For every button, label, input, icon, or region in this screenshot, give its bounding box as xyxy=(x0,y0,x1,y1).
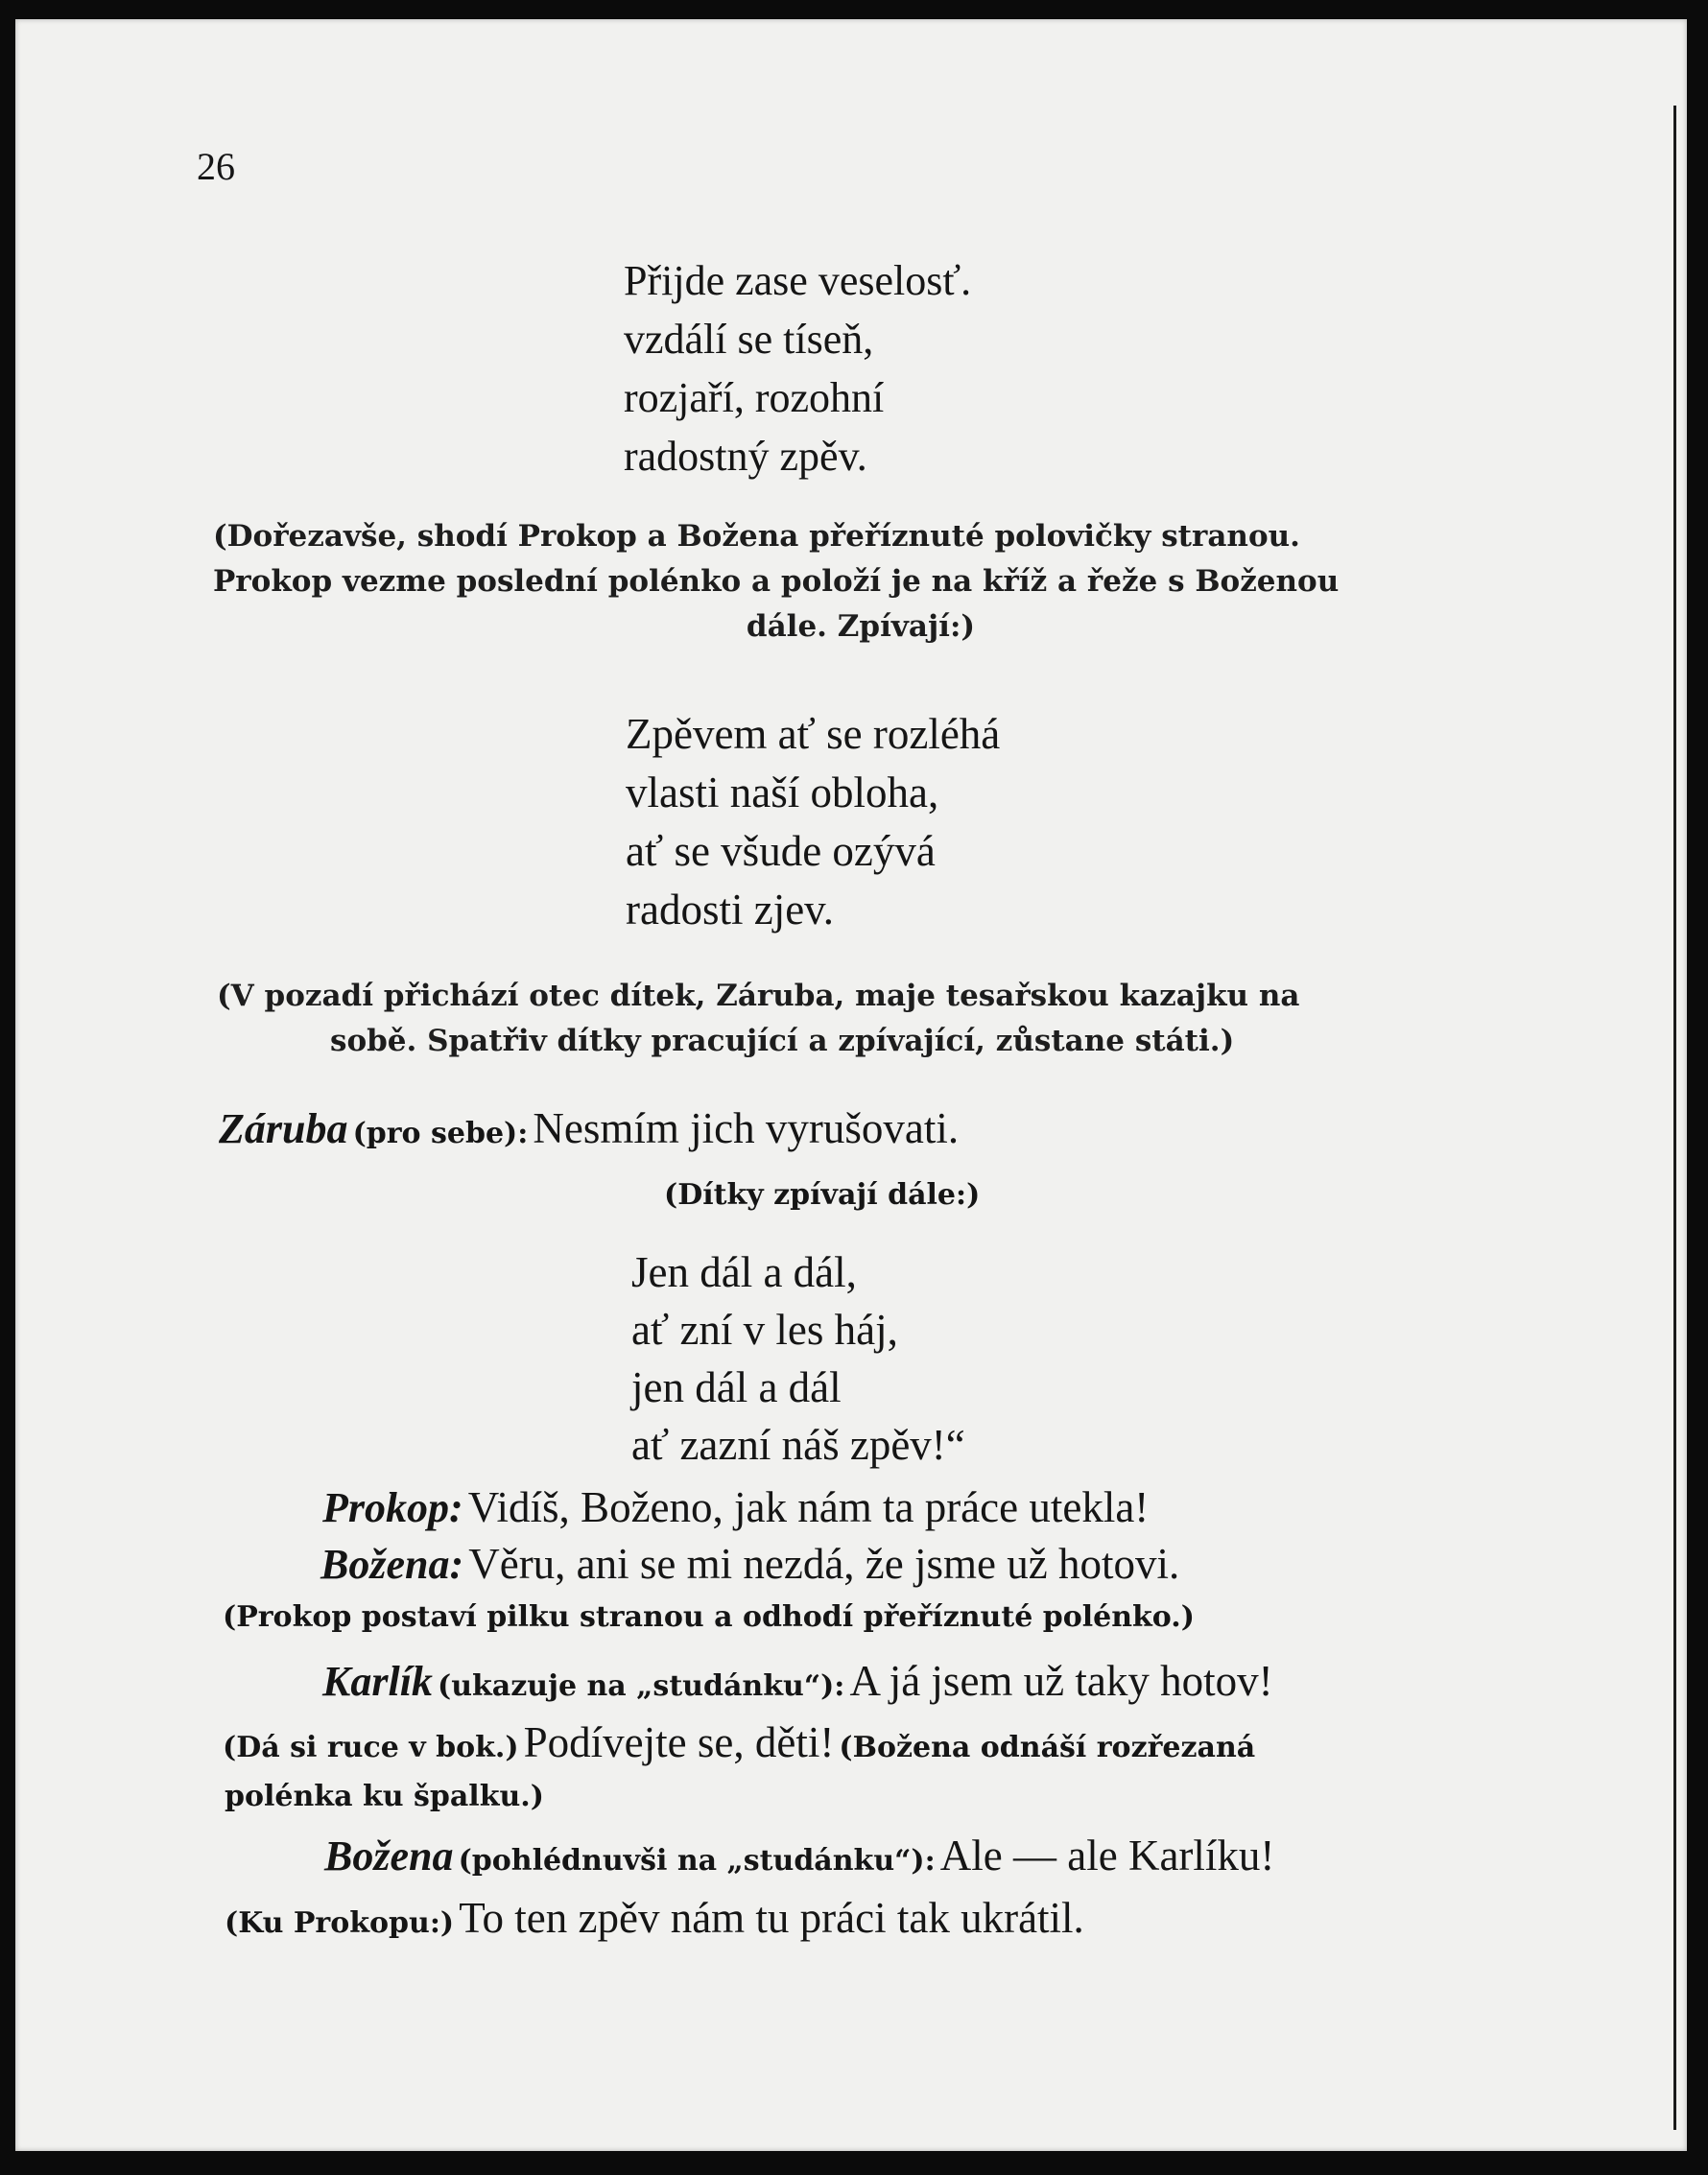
stage-direction-3: (Prokop postaví pilku stranou a odhodí přeříznuté polénko.) xyxy=(223,1600,1195,1634)
speaker-name: Božena: xyxy=(320,1541,464,1588)
stage-direction-cont: polénka ku špalku.) xyxy=(225,1780,544,1813)
verse-line: ať zazní náš zpěv!“ xyxy=(631,1421,965,1469)
speaker-name: Prokop: xyxy=(322,1484,463,1531)
verse-line: vlasti naší obloha, xyxy=(626,768,939,816)
stage-direction-1 xyxy=(213,514,1508,650)
stage-line: (V pozadí přichází otec dítek, Záruba, maje tesařskou kazajku na xyxy=(217,979,1300,1013)
verse-1 xyxy=(624,251,971,485)
dialogue-karlik xyxy=(322,1656,1273,1706)
stage-line: sobě. Spatřiv dítky pracující a zpívající, zůstane státi.) xyxy=(330,1024,1235,1058)
aside: (Dá si ruce v bok.) xyxy=(223,1731,519,1764)
speaker-name: Karlík xyxy=(322,1658,433,1705)
dialogue-zaruba xyxy=(219,1103,959,1153)
dialogue-bozena-2 xyxy=(324,1831,1274,1880)
dialogue-prokop xyxy=(322,1482,1149,1532)
dialogue-bozena-3 xyxy=(225,1893,1084,1943)
verse-3 xyxy=(631,1243,965,1474)
dialogue-text: A já jsem už taky hotov! xyxy=(849,1657,1273,1705)
stage-direction-2 xyxy=(217,974,1512,1064)
aside: (pohlédnuvši na „studánku“): xyxy=(458,1844,936,1878)
verse-line: radosti zjev. xyxy=(626,886,835,934)
verse-line: radostný zpěv. xyxy=(624,433,867,480)
verse-2 xyxy=(626,705,1000,939)
dialogue-text: Nesmím jich vyrušovati. xyxy=(533,1104,960,1152)
verse-line: Přijde zase veselosť. xyxy=(624,257,972,304)
stage-line: (Dořezavše, shodí Prokop a Božena přeříznuté polovičky stranou. xyxy=(213,519,1300,554)
page-edge xyxy=(1673,106,1676,2130)
dialogue-text: Věru, ani se mi nezdá, že jsme už hotovi. xyxy=(468,1540,1180,1588)
aside: (Božena odnáší rozřezaná xyxy=(839,1731,1256,1764)
verse-line: vzdálí se tíseň, xyxy=(624,316,874,363)
verse-line: rozjaří, rozohní xyxy=(624,374,885,421)
verse-line: ať zní v les háj, xyxy=(631,1306,898,1354)
dialogue-text: To ten zpěv nám tu práci tak ukrátil. xyxy=(459,1894,1084,1942)
verse-line: Zpěvem ať se rozléhá xyxy=(626,710,1001,758)
stage-line: Prokop vezme poslední polénko a položí je na kříž a řeže s Boženou xyxy=(213,564,1340,599)
verse-line: Jen dál a dál, xyxy=(631,1248,857,1296)
dialogue-karlik-cont xyxy=(223,1717,1255,1767)
stage-line: dále. Zpívají:) xyxy=(746,609,976,644)
verse-line: jen dál a dál xyxy=(631,1363,842,1411)
speaker-name: Božena xyxy=(324,1832,454,1879)
stage-direction-ditky: (Dítky zpívají dále:) xyxy=(664,1178,981,1212)
dialogue-text: Podívejte se, děti! xyxy=(523,1718,835,1766)
aside: (ukazuje na „studánku“): xyxy=(438,1669,845,1703)
aside: (Ku Prokopu:) xyxy=(225,1906,455,1940)
dialogue-text: Ale — ale Karlíku! xyxy=(939,1832,1275,1879)
dialogue-text: Vidíš, Boženo, jak nám ta práce utekla! xyxy=(467,1483,1150,1531)
dialogue-bozena xyxy=(320,1539,1179,1589)
page-number: 26 xyxy=(197,145,235,188)
speaker-name: Záruba xyxy=(219,1105,348,1152)
verse-line: ať se všude ozývá xyxy=(626,827,936,875)
aside: (pro sebe): xyxy=(352,1117,529,1150)
